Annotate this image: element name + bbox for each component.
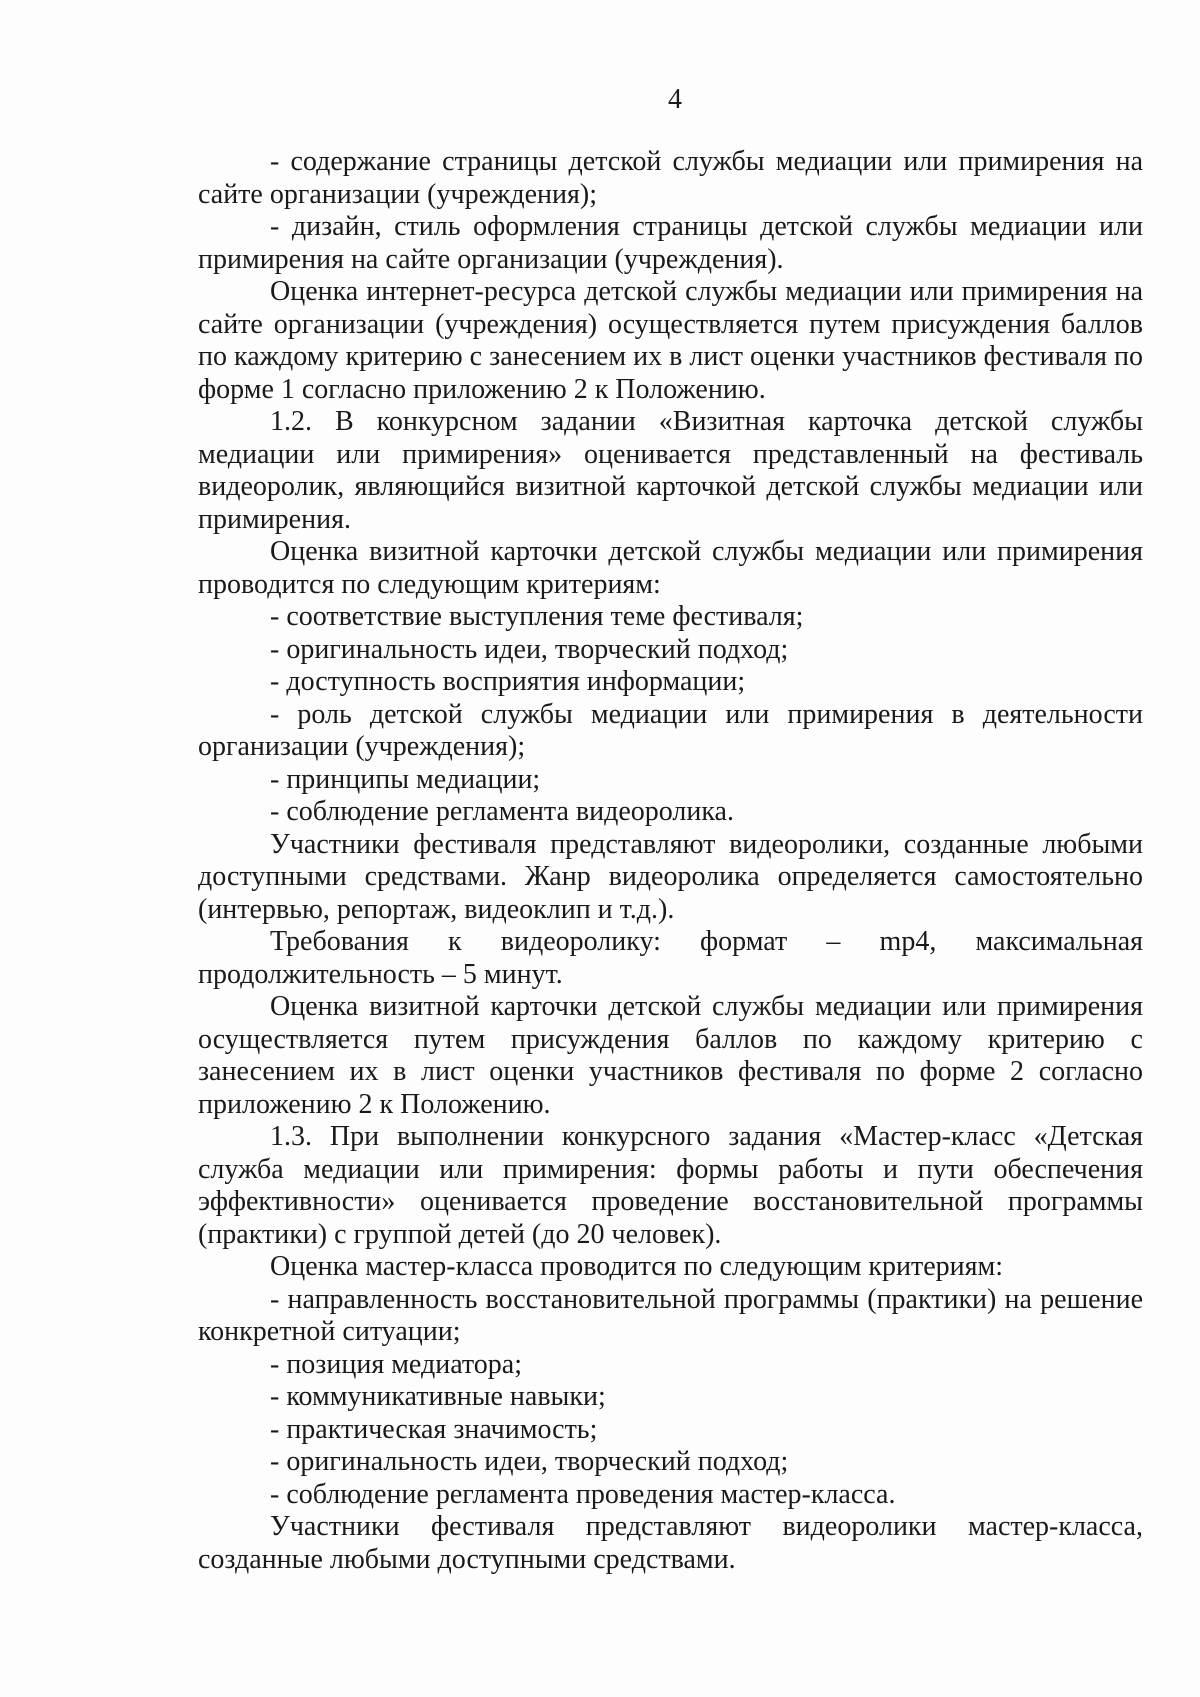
paragraph-business-card-criteria-intro: Оценка визитной карточки детской службы медиации или примирения проводится по следующим критериям: bbox=[198, 536, 1143, 600]
criterion-practical-significance: - практическая значимость; bbox=[270, 1413, 598, 1445]
document-body bbox=[198, 146, 1143, 1576]
paragraph-video-participants: Участники фестиваля представляют видеоролики, созданные любыми доступными средствами. Жанр видеоролика определяется самостоятельно (интервью, репортаж, видеоклип и т.д.). bbox=[198, 828, 1143, 925]
criterion-service-role: - роль детской службы медиации или примирения в деятельности организации (учреждения); bbox=[198, 698, 1143, 762]
criterion-originality: - оригинальность идеи, творческий подход; bbox=[270, 633, 789, 665]
paragraph-video-requirements: Требования к видеоролику: формат – mp4, максимальная продолжительность – 5 минут. bbox=[198, 926, 1143, 990]
criterion-program-focus: - направленность восстановительной программы (практики) на решение конкретной ситуации; bbox=[198, 1283, 1143, 1347]
criterion-accessibility: - доступность восприятия информации; bbox=[270, 666, 746, 697]
criterion-communication-skills: - коммуникативные навыки; bbox=[270, 1381, 606, 1412]
section-1-3: 1.3. При выполнении конкурсного задания «Мастер-класс «Детская служба медиации или примирения: формы работы и пути обеспечения эффективности» оценивается проведение восстановительной программы (практики) с группой детей (до 20 человек). bbox=[198, 1121, 1143, 1250]
criterion-site-design: - дизайн, стиль оформления страницы детской службы медиации или примирения на сайте организации (учреждения). bbox=[198, 211, 1143, 275]
criterion-mediator-position: - позиция медиатора; bbox=[270, 1348, 522, 1380]
criterion-mediation-principles: - принципы медиации; bbox=[270, 763, 541, 795]
paragraph-master-class-videos: Участники фестиваля представляют видеоролики мастер-класса, созданные любыми доступными средствами. bbox=[198, 1511, 1143, 1575]
section-1-2: 1.2. В конкурсном задании «Визитная карточка детской службы медиации или примирения» оценивается представленный на фестиваль видеоролик, являющийся визитной карточкой детской службы медиации или примирения. bbox=[198, 406, 1143, 535]
criterion-master-class-originality: - оригинальность идеи, творческий подход; bbox=[270, 1446, 789, 1477]
criterion-site-content: - содержание страницы детской службы медиации или примирения на сайте организации (учреждения); bbox=[198, 146, 1143, 210]
criterion-theme-match: - соответствие выступления теме фестиваля; bbox=[270, 601, 804, 632]
paragraph-business-card-evaluation: Оценка визитной карточки детской службы медиации или примирения осуществляется путем присуждения баллов по каждому критерию с занесением их в лист оценки участников фестиваля по форме 2 согласно приложению 2 к Положению. bbox=[198, 991, 1143, 1120]
criterion-master-class-regulation: - соблюдение регламента проведения мастер-класса. bbox=[270, 1478, 896, 1510]
criterion-video-regulation: - соблюдение регламента видеоролика. bbox=[270, 796, 734, 827]
paragraph-internet-resource-evaluation: Оценка интернет-ресурса детской службы медиации или примирения на сайте организации (учреждения) осуществляется путем присуждения баллов по каждому критерию с занесением их в лист оценки участников фестиваля по форме 1 согласно приложению 2 к Положению. bbox=[198, 276, 1143, 405]
paragraph-master-class-criteria-intro: Оценка мастер-класса проводится по следующим критериям: bbox=[270, 1251, 1004, 1282]
page-number: 4 bbox=[668, 84, 682, 115]
